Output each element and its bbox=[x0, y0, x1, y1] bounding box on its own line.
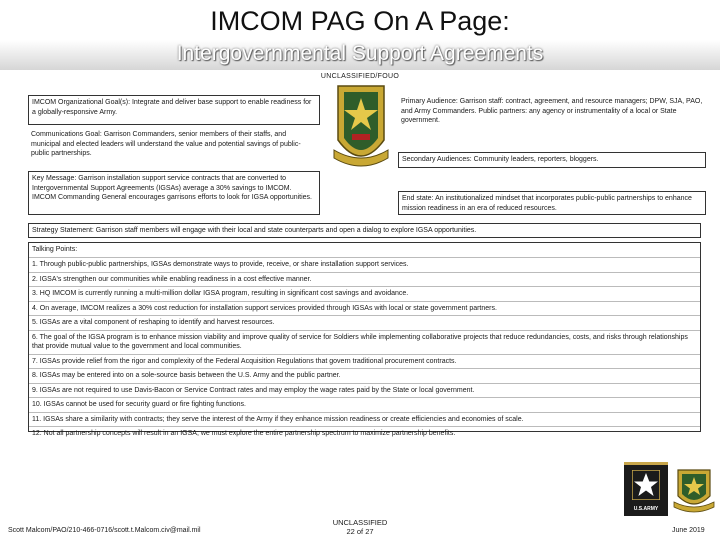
footer-classification bbox=[310, 518, 410, 536]
strategy-box bbox=[28, 223, 701, 238]
logo-gold-bar bbox=[624, 462, 668, 465]
talking-point: 7. IGSAs provide relief from the rigor and complexity of the Federal Acquisition Regulations that govern traditional procurement contracts. bbox=[29, 354, 700, 369]
talking-point: 1. Through public-public partnerships, IGSAs demonstrate ways to provide, receive, or share installation support services. bbox=[29, 257, 700, 272]
strategy-text: Strategy Statement: Garrison staff members will engage with their local and state counterparts and open a dialog to explore IGSA opportunities. bbox=[32, 227, 477, 234]
us-army-logo bbox=[624, 462, 668, 516]
page-subtitle: Intergovernmental Support Agreements bbox=[176, 42, 544, 65]
imcom-crest-icon bbox=[330, 80, 392, 176]
org-goals-text: IMCOM Organizational Goal(s): Integrate and deliver base support to enable readiness for a globally-responsive Army. bbox=[32, 99, 312, 116]
talking-point: 4. On average, IMCOM realizes a 30% cost reduction for installation support services provided through IGSAs with local or state government partners. bbox=[29, 301, 700, 316]
key-message-box bbox=[28, 171, 320, 215]
classification-banner: UNCLASSIFIED/FOUO bbox=[320, 73, 400, 80]
primary-audience-text: Primary Audience: Garrison staff: contract, agreement, and resource managers; DPW, SJA, PAO, and Army Commanders. Public partners: any agency or instrumentality of a local or State government. bbox=[401, 98, 703, 124]
talking-point: 11. IGSAs share a similarity with contracts; they serve the interest of the Army if they enhance mission readiness or create efficiencies and economies of scale. bbox=[29, 412, 700, 427]
key-message-text: Key Message: Garrison installation support service contracts that are converted to Intergovernmental Support Agreements (IGSAs) average a 30% savings to IMCOM. IMCOM Commanding General encourages garrisons efforts to look for IGSA opportunities. bbox=[32, 175, 313, 201]
unit-crest-icon bbox=[672, 466, 716, 514]
talking-point: 12. Not all partnership concepts will result in an IGSA; we must explore the entire partnership spectrum to maximize partnership benefits. bbox=[29, 426, 700, 441]
talking-point: 6. The goal of the IGSA program is to enhance mission viability and improve quality of service for Soldiers while implementing collaborative projects that reduce redundancies, costs, and risks through relationships that provide mutual value to the government and local communities. bbox=[29, 330, 700, 354]
talking-point: 8. IGSAs may be entered into on a sole-source basis between the U.S. Army and the public partner. bbox=[29, 368, 700, 383]
talking-points-box bbox=[28, 242, 701, 437]
end-state-box bbox=[398, 191, 706, 215]
footer-date: June 2019 bbox=[672, 527, 705, 534]
comm-goal-box bbox=[28, 128, 320, 168]
footer-classification-label: UNCLASSIFIED bbox=[332, 518, 388, 527]
secondary-audience-text: Secondary Audiences: Community leaders, reporters, bloggers. bbox=[402, 156, 599, 163]
primary-audience-box bbox=[398, 95, 706, 135]
end-state-text: End state: An institutionalized mindset that incorporates public-public partnerships to enhance mission readiness in an era of reduced resources. bbox=[402, 195, 692, 212]
talking-point: 5. IGSAs are a vital component of reshaping to identify and harvest resources. bbox=[29, 315, 700, 330]
army-star-icon bbox=[632, 470, 660, 500]
page-number: 22 of 27 bbox=[346, 527, 374, 536]
comm-goal-text: Communications Goal: Garrison Commanders, senior members of their staffs, and municipal and elected leaders will understand the value and potential savings of public-public partnerships. bbox=[31, 131, 301, 157]
talking-point: 9. IGSAs are not required to use Davis-Bacon or Service Contract rates and may employ the wage rates paid by the State or local government. bbox=[29, 383, 700, 398]
talking-point: 3. HQ IMCOM is currently running a multi-million dollar IGSA program, resulting in significant cost savings and avoidance. bbox=[29, 286, 700, 301]
org-goals-box bbox=[28, 95, 320, 125]
talking-point: 2. IGSA's strengthen our communities while enabling readiness in a cost effective manner. bbox=[29, 272, 700, 287]
talking-points-header: Talking Points: bbox=[32, 246, 78, 253]
talking-point: 10. IGSAs cannot be used for security guard or fire fighting functions. bbox=[29, 397, 700, 412]
footer-contact: Scott Malcom/PAO/210-466-0716/scott.t.Malcom.civ@mail.mil bbox=[8, 527, 201, 534]
page-title: IMCOM PAG On A Page: bbox=[210, 6, 510, 36]
army-logo-label: U.S.ARMY bbox=[633, 506, 659, 512]
secondary-audience-box bbox=[398, 152, 706, 168]
